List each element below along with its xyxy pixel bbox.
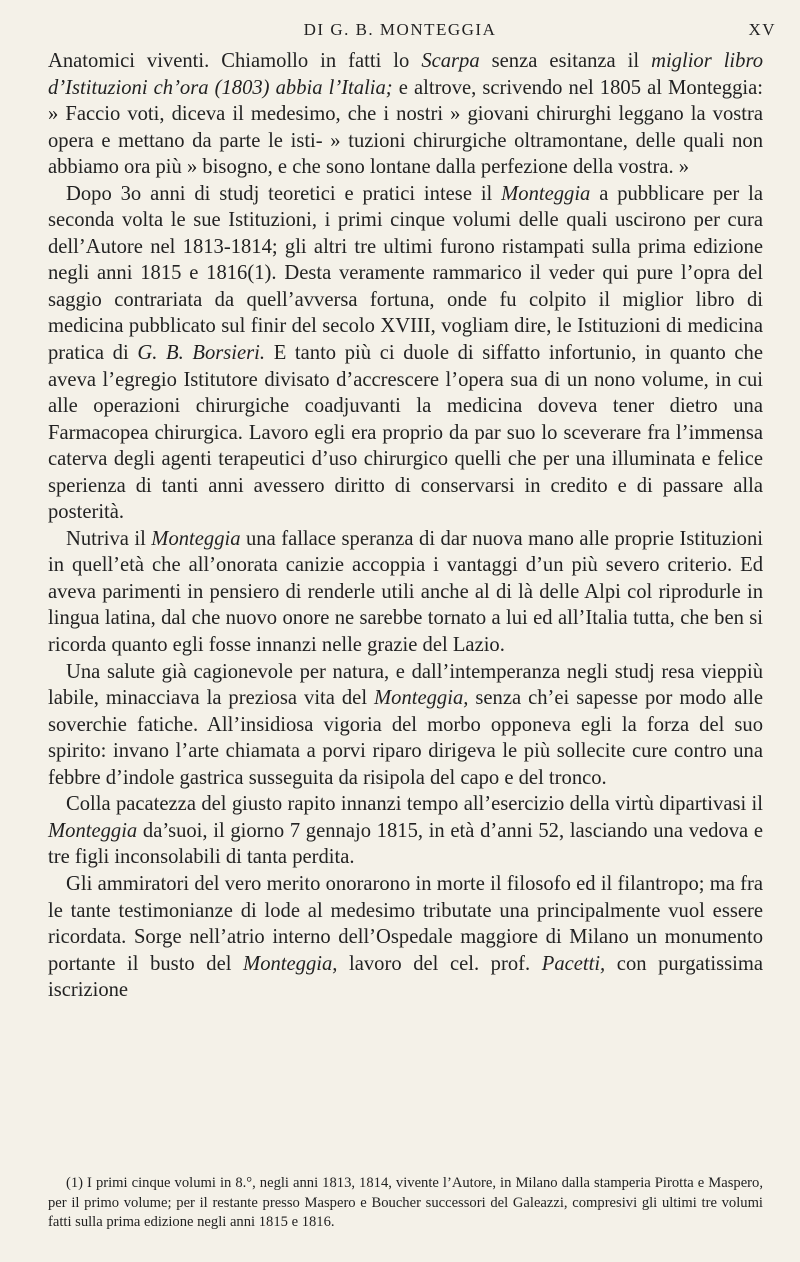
italic-span: Monteggia: [48, 819, 138, 842]
italic-span: Monteggia,: [374, 687, 469, 710]
italic-span: G. B. Borsieri.: [137, 342, 266, 365]
text-span: lavoro del cel. prof.: [337, 952, 542, 975]
page-number: XV: [748, 20, 776, 39]
text-span: una fallace speranza di dar nuova mano alle proprie Istituzioni in quell’età che all’onorata canizie accoppia i vantaggi d’un più severo criterio. Ed aveva parimenti in pensiero di renderle utili anche al di là delle Alpi col riprodurle in lingua latina, dal che nuovo onore ne sarebbe tornato a lui ed all’Italia tutta, che ben si ricorda quanto egli fosse innanzi nelle grazie del Lazio.: [48, 527, 763, 657]
text-span: Gli ammiratori del vero merito onorarono in morte il filosofo ed il filantropo; ma fra le tante testimonianze di lode al medesimo tributate una principalmente vuol essere ricordata. Sorge nell’atrio interno dell’Ospedale maggiore di Milano un monumento portante il busto del: [48, 872, 763, 975]
italic-span: Scarpa: [421, 50, 480, 72]
text-span: a pubblicare per la seconda volta le sue Istituzioni, i primi cinque volumi delle quali uscirono per cura dell’Autore nel 1813-1814; gli altri tre ultimi furono ristampati sulla prima edizione negli anni 1815 e 1816(1). Desta veramente rammarico il veder qui pure l’opra del saggio contrariata da quell’avversa fortuna, onde fu colpito il miglior libro di medicina pubblicato sul finir del secolo XVIII, vogliam dire, le Istituzioni di medicina pratica di: [48, 182, 763, 365]
text-span: da’suoi, il giorno 7 gennajo 1815, in età d’anni 52, lasciando una vedova e tre figli inconsolabili di tanta perdita.: [48, 819, 763, 869]
paragraph-6: [48, 871, 763, 1004]
text-span: Dopo 3o anni di studj teoretici e pratici intese il: [66, 182, 502, 205]
paragraph-3: [48, 526, 763, 659]
running-title: DI G. B. MONTEGGIA: [303, 20, 497, 39]
paragraph-1: [48, 48, 763, 181]
text-span: Anatomici viventi. Chiamollo in fatti lo: [48, 50, 422, 72]
main-text: [48, 48, 763, 1004]
italic-span: Monteggia: [151, 527, 241, 550]
text-span: Nutriva il: [66, 527, 152, 550]
italic-span: Monteggia,: [243, 952, 338, 975]
text-span: Una salute già cagionevole per natura, e dall’intemperanza negli studj resa vieppiù labile, minacciava la preziosa vita del: [48, 660, 763, 710]
paragraph-4: [48, 659, 763, 792]
text-span: E tanto più ci duole di siffatto infortunio, in quanto che aveva l’egregio Istitutore divisato d’accrescere l’opera sua di un nono volume, in cui alle operazioni chirurgiche coadjuvanti la medicina doveva tener dietro una Farmacopea chirurgica. Lavoro egli era proprio da par suo lo sceverare fra l’immensa caterva degli agenti terapeutici d’uso chirurgico quelli che per una illuminata e felice sperienza di tanti anni avessero diritto di conservarsi in credito e di passare alla posterità.: [48, 342, 763, 524]
page-header: [0, 14, 800, 44]
text-span: senza ch’ei sapesse por modo alle soverchie fatiche. All’insidiosa vigoria del morbo opponeva egli la forza del suo spirito: invano l’arte chiamata a porvi riparo dirigeva le più sollecite cure contro una febbre d’indole gastrica susseguita da risipola del capo e del tronco.: [48, 687, 763, 789]
text-span: Colla pacatezza del giusto rapito innanzi tempo all’esercizio della virtù dipartivasi il: [66, 793, 763, 816]
paragraph-2: [48, 181, 763, 526]
italic-span: Monteggia: [501, 182, 591, 205]
text-span: senza esitanza il: [479, 50, 652, 72]
footnote: [48, 1174, 763, 1233]
paragraph-5: [48, 791, 763, 871]
italic-span: Pacetti,: [541, 952, 606, 975]
text-span: e altrove, scrivendo nel 1805 al Monteggia: » Faccio voti, diceva il medesimo, che i nostri » giovani chirurghi leggano la vostra opera e mettano da parte le isti- » tuzioni chirurgiche oltramontane, delle quali non abbiamo ora più » bisogno, e che sono lontane dalla perfezione della vostra. »: [48, 76, 763, 179]
footnote-text: (1) I primi cinque volumi in 8.°, negli anni 1813, 1814, vivente l’Autore, in Milano dalla stamperia Pirotta e Maspero, per il primo volume; per il restante presso Maspero e Boucher successori del Galeazzi, compresivi gli ultimi tre volumi fatti sulla prima edizione negli anni 1815 e 1816.: [48, 1175, 763, 1230]
italic-span: miglior libro d’Istituzioni ch’ora (1803) abbia l’Italia;: [48, 50, 763, 99]
text-span: con purgatissima iscrizione: [48, 952, 763, 1002]
